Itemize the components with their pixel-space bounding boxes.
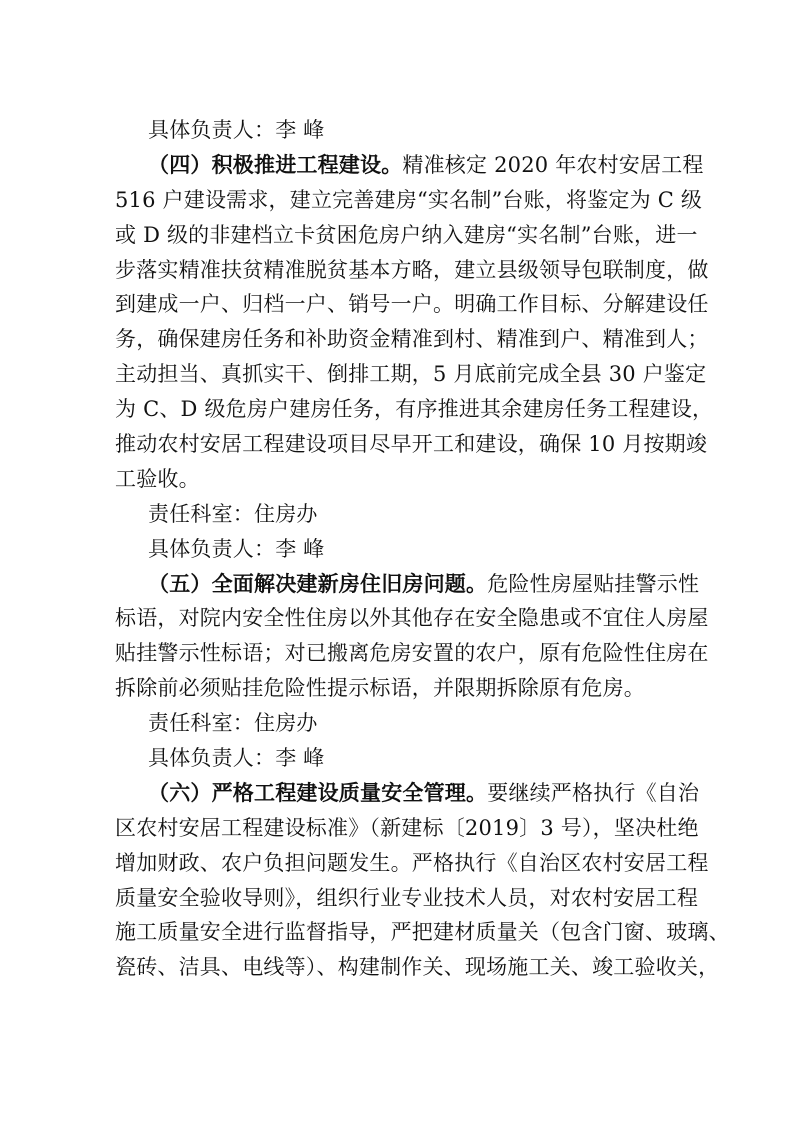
section-6-first-line: [115, 776, 700, 811]
section-6-line: 施工质量安全进行监督指导，严把建材质量关（包含门窗、玻璃、: [115, 920, 730, 945]
section-4-line: 工验收。: [115, 466, 200, 491]
section-5-first-line: [115, 567, 700, 602]
section-4-first-line: [115, 148, 704, 183]
section-5-line: 拆除前必须贴挂危险性提示标语，并限期拆除原有危房。: [115, 676, 645, 701]
section-5-line: 贴挂警示性标语；对已搬离危房安置的农户，原有危险性住房在: [115, 641, 709, 666]
responsible-person-line: 具体负责人：李 峰: [148, 118, 325, 142]
section-6-line: 瓷砖、洁具、电线等）、构建制作关、现场施工关、竣工验收关，: [115, 955, 720, 980]
section-5-first-text: 危险性房屋贴挂警示性: [487, 571, 700, 596]
section-5-department: 责任科室：住房办: [148, 711, 318, 736]
section-4-department: 责任科室：住房办: [148, 501, 318, 526]
section-4-first-text: 精准核定 2020 年农村安居工程: [402, 152, 704, 177]
section-4-heading: （四）积极推进工程建设。: [148, 151, 403, 177]
section-5-responsible-person: 具体负责人：李 峰: [148, 746, 325, 771]
section-4-line: 为 C、D 级危房户建房任务，有序推进其余建房任务工程建设，: [115, 397, 714, 422]
section-6-heading: （六）严格工程建设质量安全管理。: [148, 779, 488, 805]
section-4-line: 步落实精准扶贫精准脱贫基本方略，建立县级领导包联制度，做: [115, 257, 709, 282]
section-6-line: 质量安全验收导则》，组织行业专业技术人员，对农村安居工程: [115, 885, 699, 910]
section-5-heading: （五）全面解决建新房住旧房问题。: [148, 570, 488, 596]
section-6-first-text: 要继续严格执行《自治: [487, 780, 700, 805]
section-6-line: 区农村安居工程建设标准》（新建标〔2019〕3 号），坚决杜绝: [115, 815, 699, 840]
section-4-line: 或 D 级的非建档立卡贫困危房户纳入建房“实名制”台账，进一: [115, 222, 698, 247]
section-4-line: 务，确保建房任务和补助资金精准到村、精准到户、精准到人；: [115, 327, 709, 352]
section-4-line: 主动担当、真抓实干、倒排工期，5 月底前完成全县 30 户鉴定: [115, 362, 707, 387]
section-5-line: 标语，对院内安全性住房以外其他存在安全隐患或不宜住人房屋: [115, 606, 709, 631]
section-6-line: 增加财政、农户负担问题发生。严格执行《自治区农村安居工程: [115, 850, 709, 875]
section-4-responsible-person: 具体负责人：李 峰: [148, 536, 325, 561]
document-body: [115, 113, 730, 985]
section-4-line: 到建成一户、归档一户、销号一户。明确工作目标、分解建设任: [115, 292, 709, 317]
section-4-line: 516 户建设需求，建立完善建房“实名制”台账，将鉴定为 C 级: [115, 187, 703, 212]
section-4-line: 推动农村安居工程建设项目尽早开工和建设，确保 10 月按期竣: [115, 432, 708, 457]
